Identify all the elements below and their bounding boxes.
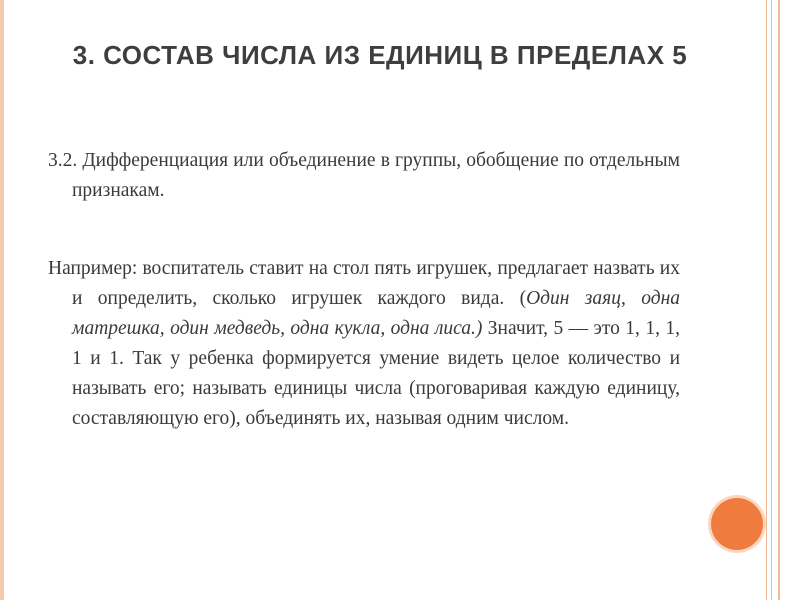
right-border-line-2 bbox=[771, 0, 772, 600]
point-text: 3.2. Дифференциация или объединение в группы, обобщение по отдельным признакам. bbox=[48, 150, 680, 201]
example-italic: Один заяц, одна матрешка, один медведь, одна кукла, одна лиса.) bbox=[72, 288, 680, 339]
example-text bbox=[48, 254, 680, 434]
slide-title: 3. СОСТАВ ЧИСЛА ИЗ ЕДИНИЦ В ПРЕДЕЛАХ 5 bbox=[72, 40, 688, 70]
example-lead: Например: воспитатель ставит на стол пять игрушек, предлагает назвать их и определить, сколько игрушек каждого вида. ( bbox=[48, 258, 680, 309]
example-rest: Значит, 5 — это 1, 1, 1, 1 и 1. Так у ребенка формируется умение видеть целое количество и называть его; называть единицы числа (проговаривая каждую единицу, составляющую его), объединять их, называя одним числом. bbox=[72, 318, 680, 429]
right-border-line-1 bbox=[778, 0, 780, 600]
decorative-circle bbox=[711, 498, 763, 550]
right-border-line-3 bbox=[766, 0, 767, 600]
example-paragraph bbox=[48, 254, 680, 434]
point-paragraph bbox=[48, 146, 680, 206]
left-border-line bbox=[0, 0, 4, 600]
